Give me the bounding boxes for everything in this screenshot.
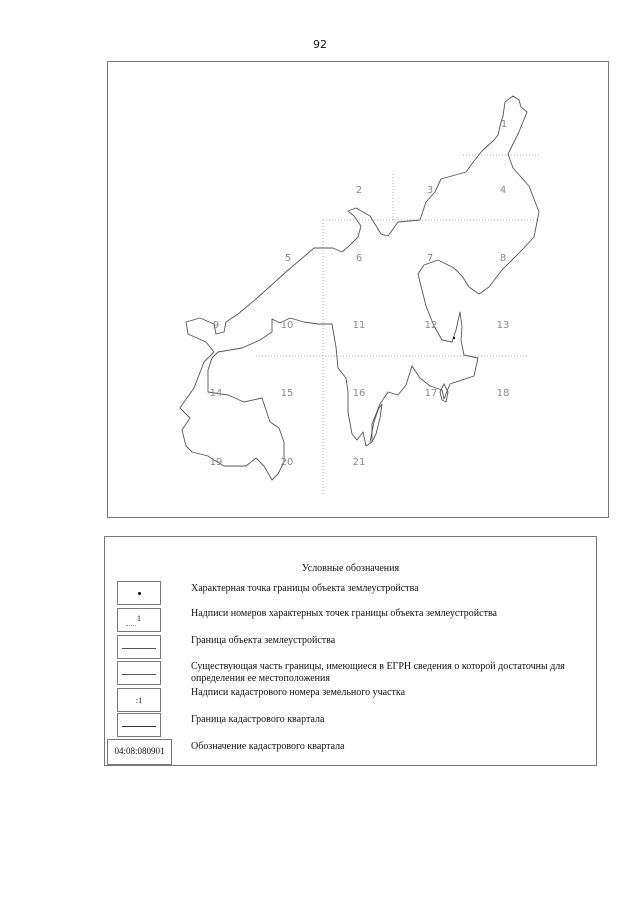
- quarter-label-18: 18: [496, 388, 510, 399]
- quarter-label-8: 8: [499, 253, 507, 264]
- map-drawing: [108, 62, 610, 519]
- thick-line-icon: [122, 726, 156, 727]
- legend-item-existing-boundary: Существующая часть границы, имеющиеся в ЕГРН сведения о которой достаточны для определения ее местоположения: [191, 661, 565, 684]
- legend-symbol-quarter-boundary: [117, 713, 161, 737]
- point-number-sample: 1: [137, 614, 141, 623]
- legend-symbol-object-boundary: [117, 635, 161, 659]
- legend-symbol-cadastral-number: [117, 688, 161, 712]
- legend-symbol-point-number: [117, 608, 161, 632]
- thin-line-icon: [122, 674, 156, 675]
- quarter-label-7: 7: [426, 253, 434, 264]
- cadastral-map: [107, 61, 609, 518]
- quarter-label-13: 13: [496, 320, 510, 331]
- quarter-label-17: 17: [424, 388, 438, 399]
- page-number: 92: [313, 38, 327, 51]
- quarter-label-20: 20: [280, 457, 294, 468]
- quarter-label-2: 2: [355, 185, 363, 196]
- legend-symbol-existing-boundary: [117, 661, 161, 685]
- quarter-label-3: 3: [426, 185, 434, 196]
- boundary-point: [453, 337, 455, 339]
- cadastral-number-sample: :1: [135, 696, 143, 705]
- quarter-labels: [210, 119, 510, 468]
- thin-line-icon: [122, 648, 156, 649]
- quarter-label-21: 21: [352, 457, 366, 468]
- quarter-label-10: 10: [280, 320, 294, 331]
- quarter-label-11: 11: [352, 320, 366, 331]
- quarter-code-sample: 04:08:080901: [114, 746, 165, 756]
- quarter-label-9: 9: [212, 320, 220, 331]
- legend-title: Условные обозначения: [301, 563, 400, 574]
- quarter-label-12: 12: [424, 320, 438, 331]
- legend-panel: [104, 536, 597, 766]
- quarter-label-16: 16: [352, 388, 366, 399]
- quarter-label-5: 5: [284, 253, 292, 264]
- quarter-label-14: 14: [209, 388, 223, 399]
- legend-item-quarter-code: Обозначение кадастрового квартала: [191, 741, 345, 752]
- quarter-label-1: 1: [500, 119, 508, 130]
- legend-item-quarter-boundary: Граница кадастрового квартала: [191, 714, 325, 725]
- quarter-label-15: 15: [280, 388, 294, 399]
- legend-symbol-point: [117, 581, 161, 605]
- quarter-label-19: 19: [209, 457, 223, 468]
- quarter-label-4: 4: [499, 185, 507, 196]
- legend-item-cadastral-number: Надписи кадастрового номера земельного участка: [191, 687, 406, 698]
- quarter-label-6: 6: [355, 253, 363, 264]
- object-boundary: [180, 96, 539, 480]
- legend-item-point-number: Надписи номеров характерных точек границы объекта землеустройства: [191, 608, 497, 619]
- dotted-underline-icon: [126, 625, 136, 626]
- legend-item-object-boundary: Граница объекта землеустройства: [191, 635, 336, 646]
- point-icon: [138, 592, 141, 595]
- legend-item-point: Характерная точка границы объекта землеустройства: [191, 583, 419, 594]
- legend-symbol-quarter-code: [107, 739, 172, 765]
